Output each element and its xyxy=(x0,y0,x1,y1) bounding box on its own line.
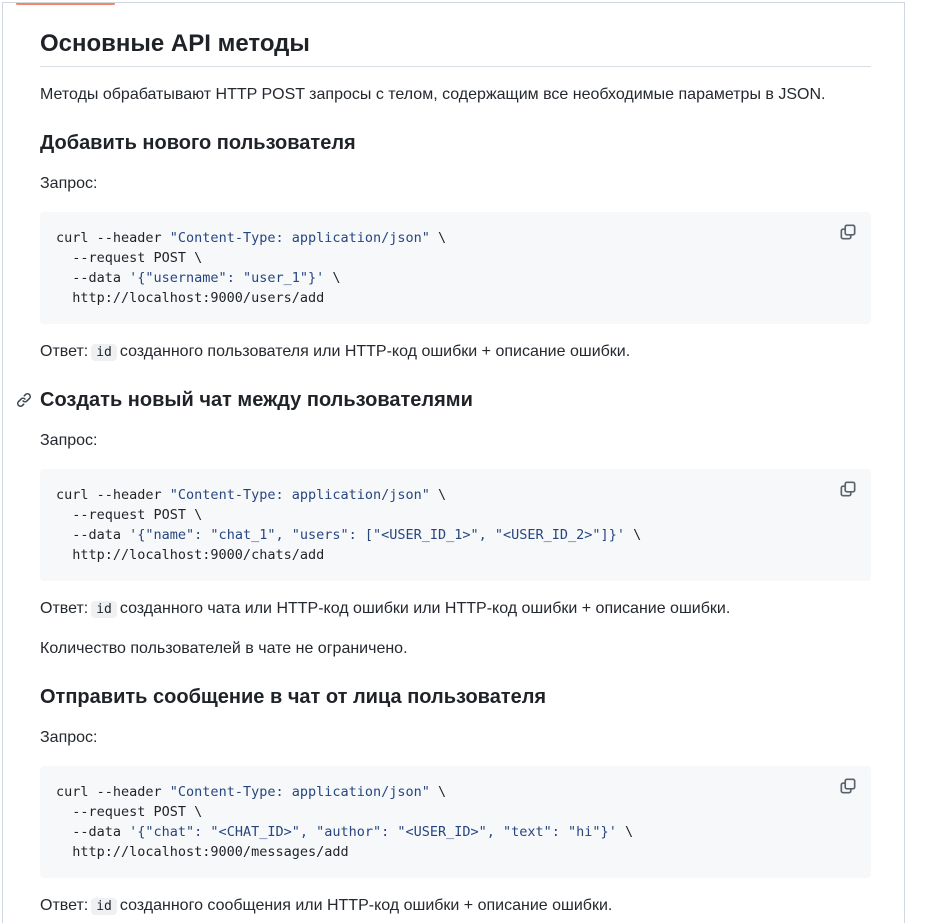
section-heading xyxy=(40,388,871,413)
readme-content xyxy=(3,3,904,918)
inline-code-id: id xyxy=(91,898,117,915)
intro-paragraph: Методы обрабатывают HTTP POST запросы с телом, содержащим все необходимые параметры в JSON. xyxy=(40,86,826,103)
section-heading xyxy=(40,685,871,710)
inline-code-id: id xyxy=(91,344,117,361)
active-tab-indicator xyxy=(16,2,115,5)
code-content: curl --header "Content-Type: application/json" \ --request POST \ --data '{"username": "user_1"}' \ http://localhost:9000/users/add xyxy=(56,230,447,306)
code-block xyxy=(40,212,871,324)
request-label: Запрос: xyxy=(40,432,98,449)
section-heading xyxy=(40,131,871,156)
code-content: curl --header "Content-Type: application/json" \ --request POST \ --data '{"name": "chat_1", "users": ["<USER_ID_1>", "<USER_ID_2>"]}' \ http://localhost:9000/chats/add xyxy=(56,487,642,563)
copy-button[interactable] xyxy=(838,775,860,797)
copy-button[interactable] xyxy=(838,478,860,500)
page-title: Основные API методы xyxy=(40,29,871,67)
api-section xyxy=(40,388,871,661)
response-line xyxy=(40,340,871,364)
response-prefix: Ответ: xyxy=(40,600,89,617)
response-prefix: Ответ: xyxy=(40,897,89,914)
response-line xyxy=(40,894,871,918)
response-prefix: Ответ: xyxy=(40,343,89,360)
response-line xyxy=(40,597,871,621)
sections-root xyxy=(40,131,871,918)
anchor-link-icon[interactable] xyxy=(16,392,32,408)
copy-icon xyxy=(838,222,858,242)
readme-panel xyxy=(2,2,905,923)
response-suffix: созданного чата или HTTP-код ошибки или HTTP-код ошибки + описание ошибки. xyxy=(119,600,731,617)
copy-button[interactable] xyxy=(838,221,860,243)
request-label: Запрос: xyxy=(40,729,98,746)
section-heading-text: Создать новый чат между пользователями xyxy=(40,389,473,411)
response-suffix: созданного пользователя или HTTP-код ошибки + описание ошибки. xyxy=(119,343,631,360)
section-heading-text: Отправить сообщение в чат от лица пользователя xyxy=(40,686,547,708)
copy-icon xyxy=(838,479,858,499)
response-suffix: созданного сообщения или HTTP-код ошибки + описание ошибки. xyxy=(119,897,613,914)
code-block xyxy=(40,766,871,878)
api-section xyxy=(40,131,871,364)
section-note: Количество пользователей в чате не ограничено. xyxy=(40,640,408,657)
inline-code-id: id xyxy=(91,601,117,618)
api-section xyxy=(40,685,871,918)
code-block xyxy=(40,469,871,581)
section-heading-text: Добавить нового пользователя xyxy=(40,132,356,154)
code-content: curl --header "Content-Type: application/json" \ --request POST \ --data '{"chat": "<CHAT_ID>", "author": "<USER_ID>", "text": "hi"}' \ http://localhost:9000/messages/add xyxy=(56,784,634,860)
request-label: Запрос: xyxy=(40,175,98,192)
copy-icon xyxy=(838,776,858,796)
